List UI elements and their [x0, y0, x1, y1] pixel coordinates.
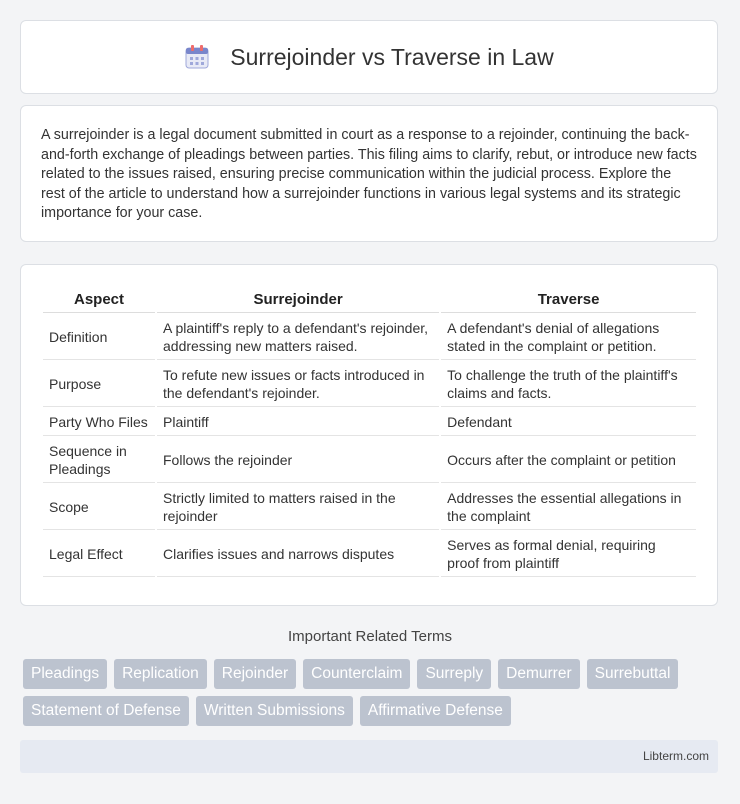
table-row	[43, 315, 696, 360]
table-cell: To refute new issues or facts introduced in the defendant's rejoinder.	[157, 362, 439, 407]
table-cell: Addresses the essential allegations in the complaint	[441, 485, 696, 530]
term-tag[interactable]: Affirmative Defense	[360, 696, 511, 726]
term-tag[interactable]: Rejoinder	[214, 659, 296, 689]
page-title: Surrejoinder vs Traverse in Law	[230, 43, 554, 70]
table-cell: Legal Effect	[43, 532, 155, 577]
table-row	[43, 362, 696, 407]
table-cell: A defendant's denial of allegations stated in the complaint or petition.	[441, 315, 696, 360]
footer	[20, 740, 718, 773]
header-surrejoinder: Surrejoinder	[157, 287, 439, 313]
table-cell: Defendant	[441, 409, 696, 436]
table-cell: A plaintiff's reply to a defendant's rejoinder, addressing new matters raised.	[157, 315, 439, 360]
title-card	[20, 20, 718, 94]
table-cell: Clarifies issues and narrows disputes	[157, 532, 439, 577]
term-tag[interactable]: Replication	[114, 659, 207, 689]
table-cell: Party Who Files	[43, 409, 155, 436]
related-terms-title: Important Related Terms	[288, 628, 452, 645]
header-aspect: Aspect	[43, 287, 155, 313]
table-row	[43, 438, 696, 483]
comparison-table	[41, 285, 698, 579]
table-cell: To challenge the truth of the plaintiff's claims and facts.	[441, 362, 696, 407]
table-cell: Follows the rejoinder	[157, 438, 439, 483]
table-cell: Occurs after the complaint or petition	[441, 438, 696, 483]
term-tag[interactable]: Pleadings	[23, 659, 107, 689]
calendar-icon	[184, 44, 210, 70]
term-tag[interactable]: Counterclaim	[303, 659, 410, 689]
table-cell: Scope	[43, 485, 155, 530]
table-row	[43, 485, 696, 530]
intro-card	[20, 105, 718, 242]
table-cell: Purpose	[43, 362, 155, 407]
related-terms-list	[23, 659, 723, 726]
term-tag[interactable]: Surreply	[417, 659, 491, 689]
intro-paragraph: A surrejoinder is a legal document submitted in court as a response to a rejoinder, continuing the back-and-forth exchange of pleadings between parties. This filing aims to clarify, rebut, or introduce new facts related to the issues raised, ensuring precise communication within the judicial process. Explore the rest of the article to understand how a surrejoinder functions in various legal systems and its strategic importance for your case.	[41, 127, 697, 221]
table-header-row	[43, 287, 696, 313]
table-cell: Strictly limited to matters raised in the rejoinder	[157, 485, 439, 530]
table-row	[43, 532, 696, 577]
term-tag[interactable]: Statement of Defense	[23, 696, 189, 726]
term-tag[interactable]: Written Submissions	[196, 696, 353, 726]
table-cell: Serves as formal denial, requiring proof from plaintiff	[441, 532, 696, 577]
table-cell: Definition	[43, 315, 155, 360]
table-row	[43, 409, 696, 436]
comparison-card	[20, 264, 718, 606]
header-traverse: Traverse	[441, 287, 696, 313]
term-tag[interactable]: Demurrer	[498, 659, 579, 689]
table-cell: Sequence in Pleadings	[43, 438, 155, 483]
term-tag[interactable]: Surrebuttal	[587, 659, 679, 689]
table-cell: Plaintiff	[157, 409, 439, 436]
footer-site-link[interactable]: Libterm.com	[642, 749, 709, 763]
